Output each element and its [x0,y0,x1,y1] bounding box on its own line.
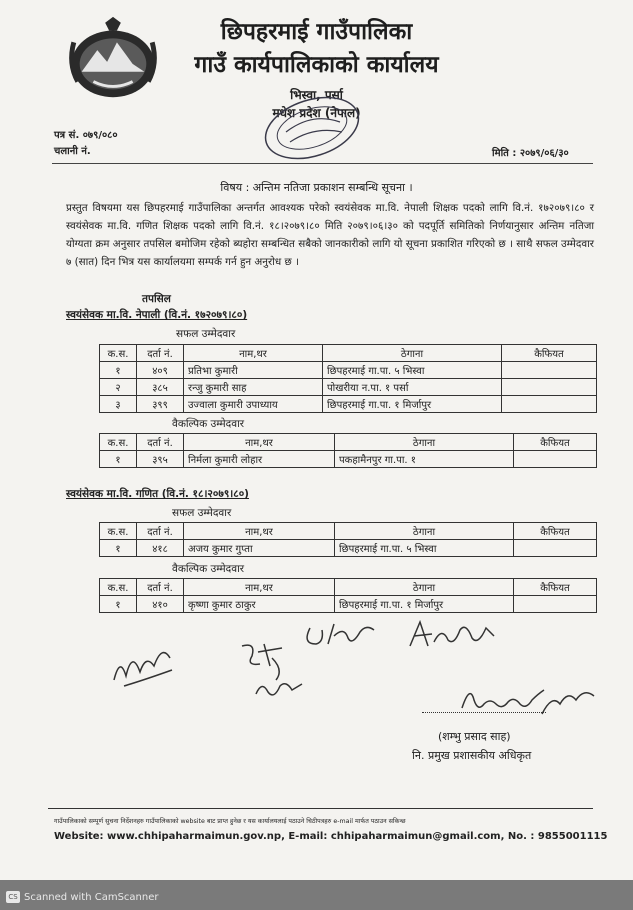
col-reg-no: दर्ता नं. [137,523,184,540]
col-name: नाम,थर [184,523,335,540]
col-name: नाम,थर [184,434,335,451]
table-row [100,451,597,468]
committee-signature-3 [300,618,380,654]
table-header-row [100,345,597,362]
col-name: नाम,थर [184,345,323,362]
col-sn: क.स. [100,345,137,362]
col-remarks: कैफियत [514,579,597,596]
tapasil-label: तपसिल [142,293,171,305]
col-address: ठेगाना [335,523,514,540]
cell-remarks [514,596,597,613]
cell-reg-no: ३८५ [137,379,184,396]
cell-sn: ३ [100,396,137,413]
section-title-nepali: स्वयंसेवक मा.वि. नेपाली (वि.नं. १७२०७९।८०) [66,309,248,321]
table-row [100,596,597,613]
office-subtitle: गाउँ कार्यपालिकाको कार्यालय [194,52,439,78]
office-address: भिस्वा, पर्सा [290,88,343,102]
successful-label-math: सफल उम्मेदवार [172,507,232,519]
cell-remarks [502,379,597,396]
col-reg-no: दर्ता नं. [137,345,184,362]
committee-signature-1 [110,636,180,692]
cell-address: छिपहरमाई गा.पा. ५ भिस्वा [323,362,502,379]
footer-contact: Website: www.chhipaharmaimun.gov.np, E-mail: chhipaharmaimun@gmail.com, No. : 9855001115 [54,831,608,842]
cell-reg-no: ४१८ [137,540,184,557]
cell-name: अजय कुमार गुप्ता [184,540,335,557]
cell-sn: १ [100,596,137,613]
col-sn: क.स. [100,523,137,540]
col-address: ठेगाना [323,345,502,362]
subject-line: विषय : अन्तिम नतिजा प्रकाशन सम्बन्धि सूचना । [220,181,413,194]
cell-address: छिपहरमाई गा.पा. १ मिर्जापुर [323,396,502,413]
cell-address: छिपहरमाई गा.पा. ५ भिस्वा [335,540,514,557]
table-row [100,396,597,413]
cell-reg-no: ३९५ [137,451,184,468]
cell-name: रन्जु कुमारी साह [184,379,323,396]
table-header-row [100,523,597,540]
successful-label-nepali: सफल उम्मेदवार [176,328,236,340]
col-address: ठेगाना [335,434,514,451]
signature-line [422,712,546,713]
table-header-row [100,434,597,451]
table-row [100,362,597,379]
table-header-row [100,579,597,596]
committee-signature-4 [404,616,500,656]
cell-address: पोखरीया न.पा. १ पर्सा [323,379,502,396]
committee-signature-5 [252,676,306,702]
alternate-label-nepali: वैकल्पिक उम्मेदवार [172,418,245,430]
chief-signature [456,680,602,722]
alternate-table-math [99,578,597,613]
scanner-watermark [6,891,159,903]
cell-sn: १ [100,451,137,468]
dispatch-number: चलानी नं. [54,146,91,157]
cell-remarks [514,451,597,468]
cell-address: पकहामैनपुर गा.पा. १ [335,451,514,468]
col-reg-no: दर्ता नं. [137,434,184,451]
col-reg-no: दर्ता नं. [137,579,184,596]
col-address: ठेगाना [335,579,514,596]
cell-reg-no: ४१० [137,596,184,613]
fiscal-year: पत्र सं. ०७९/०८० [54,130,118,141]
cell-name: उज्वाला कुमारी उपाध्याय [184,396,323,413]
col-remarks: कैफियत [514,434,597,451]
cell-remarks [502,362,597,379]
cell-reg-no: ४०९ [137,362,184,379]
col-sn: क.स. [100,579,137,596]
successful-table-math [99,522,597,557]
cell-remarks [514,540,597,557]
section-title-math: स्वयंसेवक मा.वि. गणित (वि.नं. १८।२०७९।८०) [66,488,249,500]
cell-sn: २ [100,379,137,396]
footer-note: गाउँपालिकाको सम्पूर्ण सुचना निर्देशनहरु गाउँपालिकाको website बाट प्राप्त हुनेछ र यस कार्यालयलाई पठाउने चिठीपत्रहरु e-mail मार्फत पठाउन सकिन्छ [54,818,406,825]
cell-address: छिपहरमाई गा.पा. १ मिर्जापुर [335,596,514,613]
cell-name: कृष्णा कुमार ठाकुर [184,596,335,613]
scanner-watermark-text: Scanned with CamScanner [24,891,159,903]
office-name: छिपहरमाई गाउँपालिका [220,19,413,45]
cell-name: प्रतिभा कुमारी [184,362,323,379]
camscanner-logo-icon: CS [6,891,20,903]
office-stamp [256,92,368,162]
alternate-label-math: वैकल्पिक उम्मेदवार [172,563,245,575]
successful-table-nepali [99,344,597,413]
signatory-name: (शम्भु प्रसाद साह) [438,730,511,743]
col-sn: क.स. [100,434,137,451]
notice-body: प्रस्तुत विषयमा यस छिपहरमाई गाउँपालिका अन्तर्गत आवश्यक परेको स्वयंसेवक मा.वि. नेपाली शिक्षक पदको लागि वि.नं. १७२०७९।८० र स्वयंसेवक मा.वि. गणित शिक्षक पदको लागि वि.नं. १८।२०७९।८० मिति २०७९।०६।३० को पदपूर्ति समितिको निर्णयानुसार अन्तिम नतिजा योग्यता क्रम अनुसार तपसिल बमोजिम रहेको ब्यहोरा सम्बन्धित सबैको जानकारीको लागि यो सूचना प्रकाशित गरिएको छ । साथै सफल उम्मेदवार ७ (सात) दिन भित्र यस कार्यालयमा सम्पर्क गर्न हुन अनुरोध छ । [66,202,594,268]
cell-reg-no: ३९९ [137,396,184,413]
cell-remarks [502,396,597,413]
col-remarks: कैफियत [502,345,597,362]
signatory-title: नि. प्रमुख प्रशासकीय अधिकृत [412,749,532,762]
table-row [100,540,597,557]
col-name: नाम,थर [184,579,335,596]
issue-date: मिति : २०७९/०६/३० [492,148,569,159]
cell-sn: १ [100,362,137,379]
office-province: मधेश प्रदेश (नेपाल) [272,106,361,120]
alternate-table-nepali [99,433,597,468]
table-row [100,379,597,396]
footer-divider [48,808,593,809]
header-divider [52,163,593,164]
cell-sn: १ [100,540,137,557]
col-remarks: कैफियत [514,523,597,540]
cell-name: निर्मला कुमारी लोहार [184,451,335,468]
